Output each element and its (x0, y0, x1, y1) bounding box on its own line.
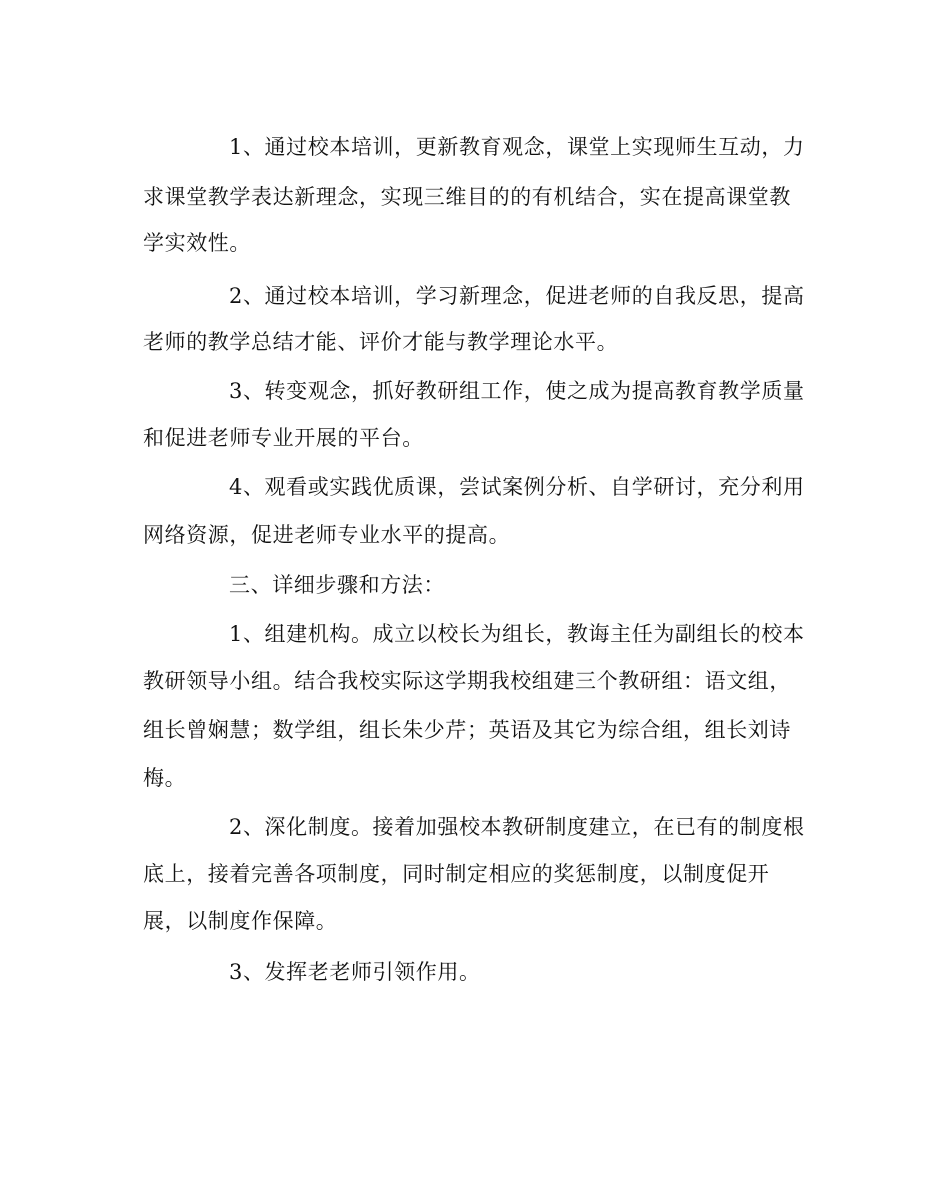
paragraph-5-line-2: 教研领导小组。结合我校实际这学期我校组建三个教研组：语文组， (143, 669, 791, 693)
paragraph-4-line-1: 4、观看或实践优质课，尝试案例分析、自学研讨，充分利用 (229, 475, 805, 499)
paragraph-3-line-1: 3、转变观念，抓好教研组工作，使之成为提高教育教学质量 (229, 379, 805, 403)
paragraph-6-line-2: 底上，接着完善各项制度，同时制定相应的奖惩制度，以制度促开 (143, 862, 770, 886)
paragraph-2-line-1: 2、通过校本培训，学习新理念，促进老师的自我反思，提高 (229, 284, 805, 308)
paragraph-6-line-3: 展，以制度作保障。 (143, 909, 338, 933)
paragraph-2-line-2: 老师的教学总结才能、评价才能与教学理论水平。 (143, 330, 619, 354)
section-heading: 三、详细步骤和方法： (229, 573, 445, 597)
paragraph-3-line-2: 和促进老师专业开展的平台。 (143, 426, 424, 450)
paragraph-4-line-2: 网络资源，促进老师专业水平的提高。 (143, 523, 511, 547)
paragraph-1-line-1: 1、通过校本培训，更新教育观念，课堂上实现师生互动，力 (229, 135, 805, 159)
paragraph-7-line-1: 3、发挥老老师引领作用。 (229, 960, 481, 984)
paragraph-5-line-3: 组长曾娴慧；数学组，组长朱少芹；英语及其它为综合组，组长刘诗 (143, 718, 791, 742)
paragraph-1-line-2: 求课堂教学表达新理念，实现三维目的的有机结合，实在提高课堂教 (143, 185, 791, 209)
paragraph-5-line-4: 梅。 (143, 766, 187, 790)
paragraph-6-line-1: 2、深化制度。接着加强校本教研制度建立，在已有的制度根 (229, 815, 805, 839)
paragraph-5-line-1: 1、组建机构。成立以校长为组长，教诲主任为副组长的校本 (229, 622, 805, 646)
paragraph-1-line-3: 学实效性。 (143, 231, 251, 255)
